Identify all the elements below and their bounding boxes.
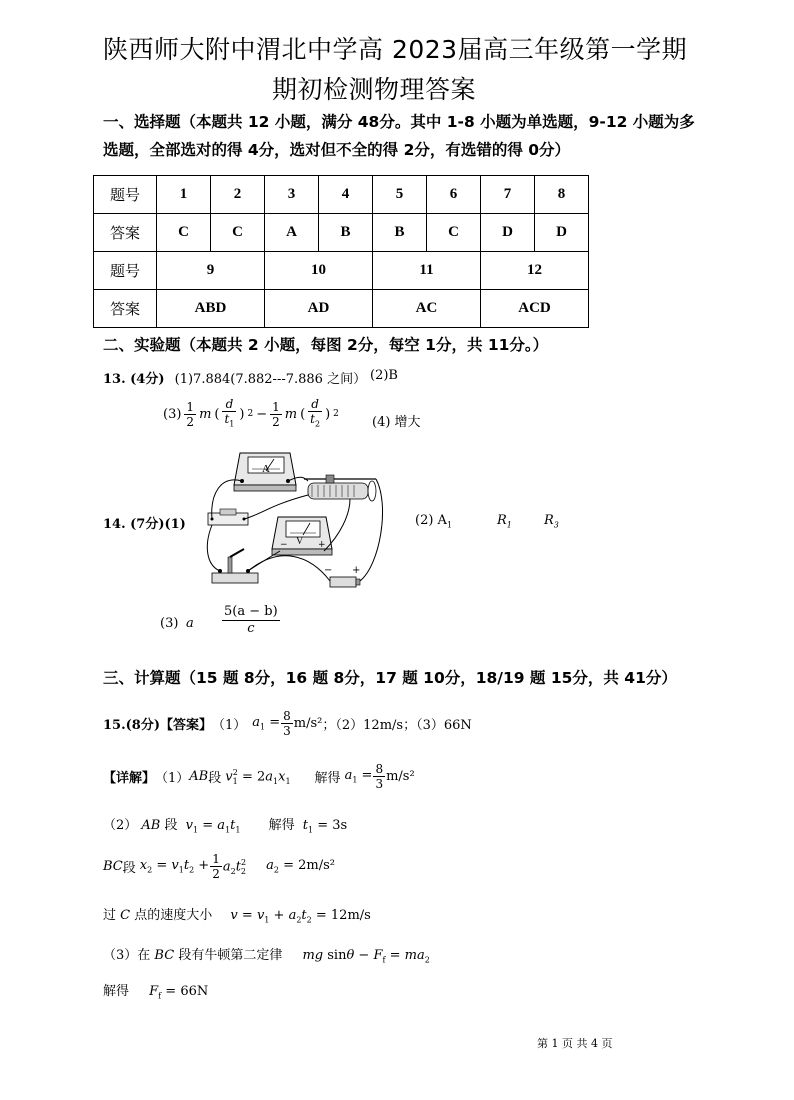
switch-icon	[212, 549, 258, 583]
q15-detail-line6: 解得 $F_f = 66N$	[103, 984, 209, 1001]
label-num: 题号	[94, 252, 157, 290]
answer-cell: C	[157, 214, 211, 252]
title-line-1: 陕西师大附中渭北中学高 2023届高三年级第一学期	[103, 35, 688, 64]
q13-label: 13. (4分)	[103, 372, 165, 387]
q15-ans1-unit: m/s²	[293, 716, 323, 731]
answer-cell: ABD	[157, 290, 265, 328]
q15-ans2: ；（2）12m/s；（3）66N	[322, 718, 472, 733]
q15-l2-ab: AB	[141, 818, 161, 833]
num-cell: 1	[157, 176, 211, 214]
num-cell: 8	[535, 176, 589, 214]
answer-cell: C	[427, 214, 481, 252]
q15-l4-text2: 点的速度大小	[134, 908, 213, 923]
q13-part1: (1)7.884(7.882---7.886 之间）	[174, 372, 367, 387]
q15-l1-text: 段	[208, 771, 222, 786]
q15-l6-text: 解得	[103, 984, 130, 999]
q14-part3-label: (3)	[160, 616, 179, 631]
q15-l4-text: 过	[103, 908, 117, 923]
voltmeter-minus: −	[280, 540, 288, 550]
num-cell: 7	[481, 176, 535, 214]
answer-cell: D	[535, 214, 589, 252]
q15-detail-line3: BC 段 $x_2 = v_1t_2$ + $\frac{1}{2}$ $a_2t_2^2$ $a_2 = 2m/s^2$	[103, 852, 335, 881]
battery-plus: +	[352, 565, 361, 576]
battery-minus: −	[324, 565, 333, 576]
q14-part3-numerator: 5(a − b)	[224, 604, 278, 619]
ammeter-label: A	[262, 463, 270, 475]
q15-l4-c: C	[120, 908, 131, 923]
label-num: 题号	[94, 176, 157, 214]
num-cell: 4	[319, 176, 373, 214]
num-cell: 5	[373, 176, 427, 214]
q15-l5-text: （3）在	[103, 948, 151, 963]
section2-heading: 二、实验题（本题共 2 小题，每图 2分，每空 1分，共 11分。）	[103, 336, 549, 354]
answer-cell: C	[211, 214, 265, 252]
q15-detail-line4: 过 C 点的速度大小 $v = v_1 + a_2t_2 = 12m/s$	[103, 908, 371, 925]
q15-l6-eq: = 66N	[165, 984, 209, 999]
table-row	[94, 214, 589, 252]
section3-heading: 三、计算题（15 题 8分，16 题 8分，17 题 10分，18/19 题 15分，共 41分）	[103, 669, 677, 687]
q13-line1	[103, 368, 366, 387]
label-ans: 答案	[94, 290, 157, 328]
q14-part3-fraction	[222, 604, 280, 637]
q13-part3: (3) $\frac{1}{2}$ m ( $\frac{d}{t_1}$ ) 2 − $\frac{1}{2}$ m ( $\frac{d}{t_2}$ ) 2	[163, 397, 339, 431]
q15-l2-solve: 解得	[268, 818, 295, 833]
table-row	[94, 176, 589, 214]
num-cell: 3	[265, 176, 319, 214]
q15-l5-bc: BC	[154, 948, 175, 963]
q14-part3-a	[186, 616, 194, 631]
table-row	[94, 252, 589, 290]
num-cell: 6	[427, 176, 481, 214]
d-over-t2-fraction: $\frac{d}{t_2}$	[310, 397, 321, 429]
q15-ans1-pre: （1）	[211, 718, 247, 733]
voltmeter-plus: +	[318, 540, 326, 550]
half-fraction: $\frac{1}{2}$	[272, 399, 280, 429]
num-cell: 10	[265, 252, 373, 290]
q14-line1	[103, 513, 186, 532]
d-over-t1-fraction: $\frac{d}{t_1}$	[224, 397, 235, 429]
answer-cell: AC	[373, 290, 481, 328]
section1-heading-cont: 选题，全部选对的得 4分，选对但不全的得 2分，有选错的得 0分）	[103, 141, 571, 159]
section1-heading: 一、选择题（本题共 12 小题，满分 48分。其中 1-8 小题为单选题，9-12 小题为多	[103, 113, 695, 131]
answer-cell: B	[373, 214, 427, 252]
q15-l5-text2: 段有牛顿第二定律	[178, 948, 283, 963]
battery-icon	[330, 577, 360, 587]
q14-r1	[497, 513, 512, 530]
num-cell: 9	[157, 252, 265, 290]
q15-l2-result: = 3s	[317, 818, 348, 833]
q15-answer-line: 15.(8分)【答案】 （1） $a_1$ = $\frac{8}{3}$ m/s² ；（2）12m/s；（3）66N	[103, 709, 472, 738]
q13-part2: (2)B	[370, 368, 398, 383]
q15-l2-text: 段	[164, 818, 178, 833]
q14-part3-a-var: a	[186, 616, 194, 631]
answer-cell: D	[481, 214, 535, 252]
answer-cell: B	[319, 214, 373, 252]
q14-r1-sub: 1	[506, 520, 512, 530]
title-line-2: 期初检测物理答案	[272, 75, 477, 104]
answer-cell: AD	[265, 290, 373, 328]
table-row	[94, 290, 589, 328]
num-cell: 2	[211, 176, 265, 214]
answer-table	[93, 175, 589, 328]
q14-r3-letter: R	[544, 513, 554, 528]
q15-detail-line1: 【详解】 （1） AB 段 $v_1^2 = 2a_1x_1$ 解得 $a_1$ = $\frac{8}{3}$ m/s²	[103, 762, 415, 791]
voltmeter-label: V	[296, 536, 304, 547]
circuit-diagram	[200, 445, 390, 595]
q15-label: 15.(8分)【答案】	[103, 718, 212, 733]
q15-detail-label: 【详解】	[103, 771, 156, 786]
half-fraction: $\frac{1}{2}$	[186, 399, 195, 429]
q14-r1-letter: R	[497, 513, 507, 528]
q15-l3-text: 段	[122, 861, 136, 876]
answer-cell: A	[265, 214, 319, 252]
q14-part2	[415, 513, 452, 530]
q15-l3-a2: = 2m/s²	[283, 858, 335, 874]
resistor-icon	[208, 509, 248, 525]
rheostat-icon	[304, 475, 376, 501]
q14-part3-denominator: c	[247, 621, 255, 636]
q13-part3-label: (3)	[163, 406, 182, 422]
q14-part2-sub: 1	[446, 520, 453, 530]
q15-l1-unit: m/s²	[386, 769, 415, 784]
label-ans: 答案	[94, 214, 157, 252]
q15-l3-bc: BC	[103, 859, 123, 874]
q13-part4: (4) 增大	[372, 415, 421, 430]
num-cell: 11	[373, 252, 481, 290]
q15-detail-line5: （3）在 BC 段有牛顿第二定律 mg $\sin\theta - F_f = ma_2$	[103, 948, 430, 965]
num-cell: 12	[481, 252, 589, 290]
q15-l1-ab: AB	[189, 769, 209, 784]
q15-l2-pre: （2）	[103, 818, 138, 833]
q15-l4-eq: = 12m/s	[315, 908, 371, 923]
answer-cell: ACD	[481, 290, 589, 328]
q14-r3	[544, 513, 559, 530]
q14-part2-label: (2) A	[415, 513, 447, 528]
q15-l1-solve: 解得	[314, 771, 341, 786]
q15-detail-line2: （2） AB 段 $v_1 = a_1t_1$ 解得 $t_1 = 3s$	[103, 818, 348, 835]
q15-l1-pre: （1）	[155, 771, 190, 786]
q14-label: 14. (7分)(1)	[103, 517, 186, 532]
page-footer: 第 1 页 共 4 页	[537, 1037, 613, 1050]
q14-r3-sub: 3	[553, 520, 559, 530]
